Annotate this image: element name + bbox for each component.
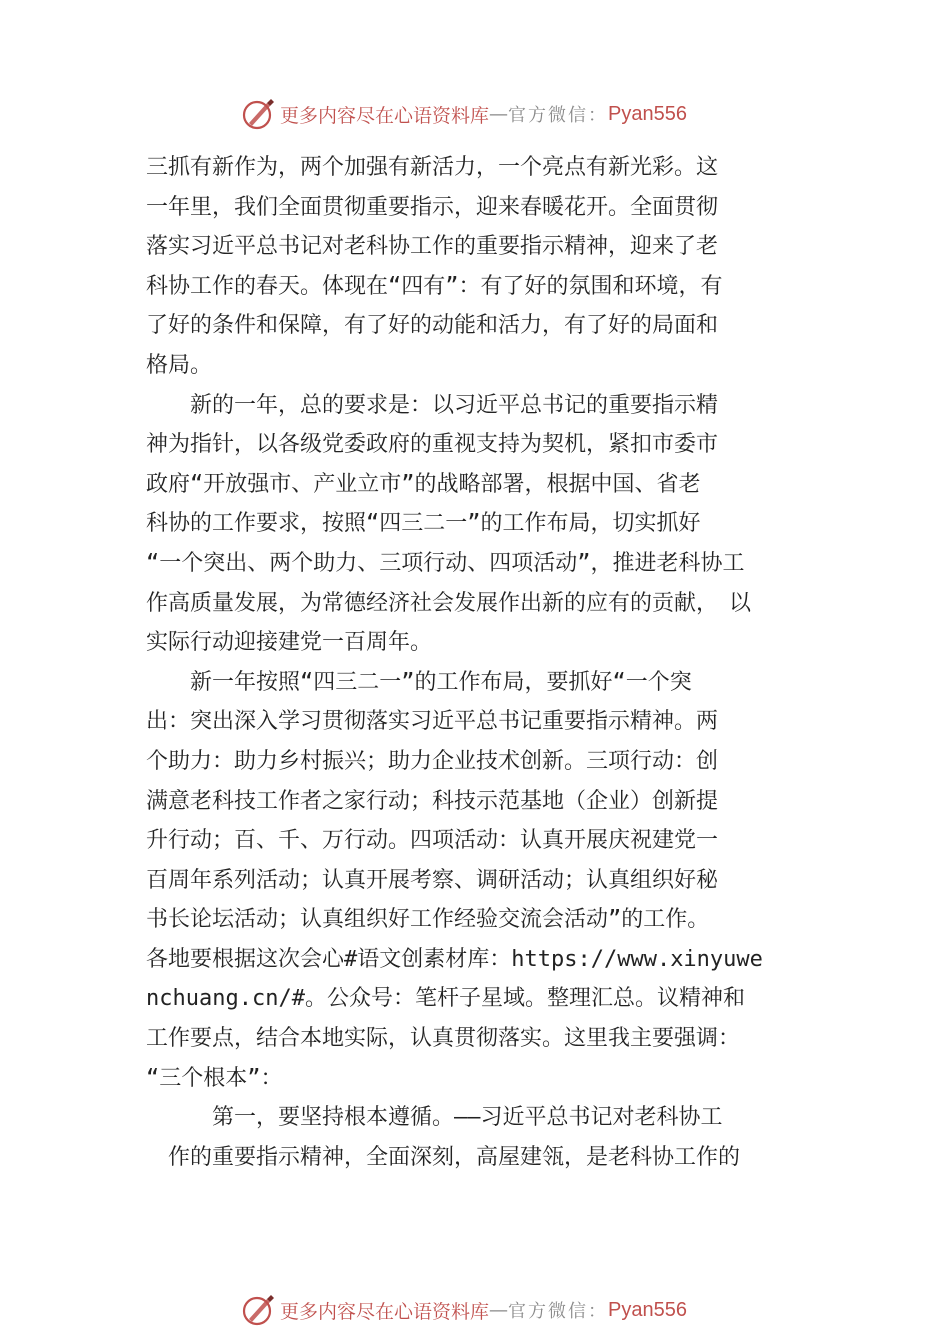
- document-body: [146, 148, 814, 1177]
- text-line: 各地要根据这次会心#语文创素材库：https://www.xinyuwe: [146, 946, 763, 972]
- pen-logo-icon: [240, 1292, 276, 1328]
- footer-watermark: [240, 1290, 687, 1330]
- text-line: 实际行动迎接建党一百周年。: [146, 630, 433, 656]
- text-line: 出：突出深入学习贯彻落实习近平总书记重要指示精神。两: [146, 709, 719, 735]
- text-line: “一个突出、两个助力、三项行动、四项活动”，推进老科协工: [146, 550, 745, 576]
- watermark-sub-text: 官方微信：: [508, 1301, 609, 1322]
- watermark-sub-text: 官方微信：: [508, 105, 609, 126]
- watermark-wechat-id: Pyan556: [608, 1298, 687, 1321]
- text-line: 落实习近平总书记对老科协工作的重要指示精神，迎来了老: [146, 234, 719, 260]
- watermark-dash: —: [489, 103, 509, 125]
- watermark-wechat-id: Pyan556: [608, 102, 687, 125]
- text-line: 格局。: [146, 352, 213, 378]
- pen-logo-icon: [240, 96, 276, 132]
- text-line: 第一，要坚持根本遵循。——习近平总书记对老科协工: [146, 1105, 723, 1131]
- text-line: 科协工作的春天。体现在“四有”：有了好的氛围和环境，有: [146, 273, 723, 299]
- text-line: 了好的条件和保障，有了好的动能和活力，有了好的局面和: [146, 313, 719, 339]
- text-line: 科协的工作要求，按照“四三二一”的工作布局，切实抓好: [146, 511, 701, 537]
- text-line: 作高质量发展，为常德经济社会发展作出新的应有的贡献， 以: [146, 590, 752, 616]
- text-line: 政府“开放强市、产业立市”的战略部署，根据中国、省老: [146, 471, 701, 497]
- text-line: nchuang.cn/#。公众号：笔杆子星域。整理汇总。议精神和: [146, 986, 745, 1012]
- text-line: 满意老科技工作者之家行动；科技示范基地（企业）创新提: [146, 788, 719, 814]
- watermark-main-text: 更多内容尽在心语资料库: [280, 104, 490, 127]
- watermark-dash: —: [489, 1299, 509, 1321]
- text-line: 书长论坛活动；认真组织好工作经验交流会活动”的工作。: [146, 907, 710, 933]
- text-line: 三抓有新作为，两个加强有新活力，一个亮点有新光彩。这: [146, 155, 719, 180]
- watermark-main-text: 更多内容尽在心语资料库: [280, 1300, 490, 1323]
- text-line: 作的重要指示精神，全面深刻，高屋建瓴，是老科协工作的: [146, 1144, 741, 1170]
- text-line: “三个根本”：: [146, 1065, 283, 1091]
- text-line: 新一年按照“四三二一”的工作布局，要抓好“一个突: [146, 669, 692, 695]
- text-line: 一年里，我们全面贯彻重要指示，迎来春暖花开。全面贯彻: [146, 194, 719, 220]
- text-line: 工作要点，结合本地实际，认真贯彻落实。这里我主要强调：: [146, 1026, 741, 1052]
- text-line: 百周年系列活动；认真开展考察、调研活动；认真组织好秘: [146, 867, 719, 893]
- text-line: 升行动；百、千、万行动。四项活动：认真开展庆祝建党一: [146, 828, 719, 854]
- text-line: 新的一年，总的要求是：以习近平总书记的重要指示精: [146, 392, 719, 418]
- text-line: 个助力：助力乡村振兴；助力企业技术创新。三项行动：创: [146, 748, 719, 774]
- header-watermark: [240, 94, 687, 134]
- text-line: 神为指针，以各级党委政府的重视支持为契机，紧扣市委市: [146, 432, 719, 458]
